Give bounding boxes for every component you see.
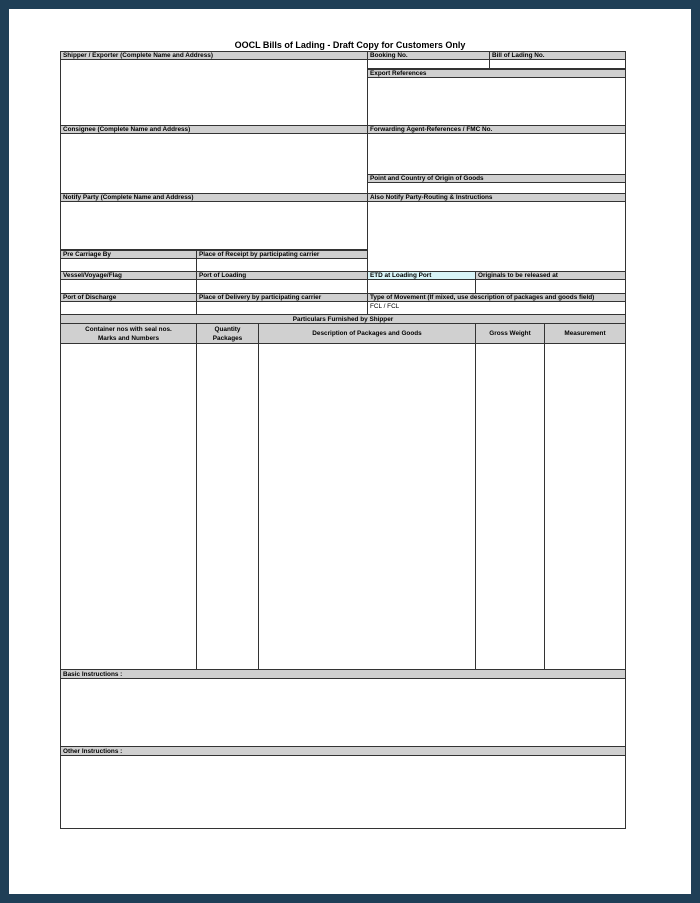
form-title: OOCL Bills of Lading - Draft Copy for Customers Only xyxy=(234,40,466,50)
quantity-packages-column[interactable] xyxy=(196,343,259,670)
place-of-delivery-header: Place of Delivery by participating carrier xyxy=(196,293,368,302)
port-of-loading-field[interactable] xyxy=(196,279,368,294)
pre-carriage-field[interactable] xyxy=(60,258,197,272)
also-notify-field[interactable] xyxy=(367,201,626,272)
forwarding-agent-header: Forwarding Agent-References / FMC No. xyxy=(367,125,626,134)
etd-header: ETD at Loading Port xyxy=(367,271,476,280)
booking-field[interactable] xyxy=(367,59,490,69)
quantity-packages-header: Quantity Packages xyxy=(196,323,259,344)
other-instructions-field[interactable] xyxy=(60,755,626,829)
shipper-header: Shipper / Exporter (Complete Name and Address) xyxy=(60,51,368,60)
container-marks-column[interactable] xyxy=(60,343,197,670)
basic-instructions-field[interactable] xyxy=(60,678,626,747)
bol-field[interactable] xyxy=(489,59,626,69)
also-notify-header: Also Notify Party-Routing & Instructions xyxy=(367,193,626,202)
forwarding-agent-field[interactable] xyxy=(367,133,626,175)
place-of-receipt-header: Place of Receipt by participating carrier xyxy=(196,250,368,259)
export-references-header: Export References xyxy=(367,69,626,78)
movement-type-header: Type of Movement (If mixed, use description of packages and goods field) xyxy=(367,293,626,302)
pre-carriage-header: Pre Carriage By xyxy=(60,250,197,259)
particulars-header: Particulars Furnished by Shipper xyxy=(60,314,626,324)
basic-instructions-header: Basic Instructions : xyxy=(60,669,626,679)
vessel-header: Vessel/Voyage/Flag xyxy=(60,271,197,280)
container-marks-header: Container nos with seal nos. Marks and Numbers xyxy=(60,323,197,344)
place-of-receipt-field[interactable] xyxy=(196,258,368,272)
description-header: Description of Packages and Goods xyxy=(258,323,476,344)
gross-weight-header: Gross Weight xyxy=(475,323,545,344)
originals-header: Originals to be released at xyxy=(475,271,626,280)
port-of-loading-header: Port of Loading xyxy=(196,271,368,280)
measurement-header: Measurement xyxy=(544,323,626,344)
port-of-discharge-field[interactable] xyxy=(60,301,197,315)
movement-type-field[interactable] xyxy=(367,301,626,315)
etd-field[interactable] xyxy=(367,279,476,294)
shipper-field[interactable] xyxy=(60,59,368,126)
movement-type-value: FCL / FCL xyxy=(370,303,400,310)
gross-weight-column[interactable] xyxy=(475,343,545,670)
consignee-field[interactable] xyxy=(60,133,368,194)
bol-header: Bill of Lading No. xyxy=(489,51,626,60)
origin-header: Point and Country of Origin of Goods xyxy=(367,174,626,183)
consignee-header: Consignee (Complete Name and Address) xyxy=(60,125,368,134)
vessel-field[interactable] xyxy=(60,279,197,294)
other-instructions-header: Other Instructions : xyxy=(60,746,626,756)
notify-party-header: Notify Party (Complete Name and Address) xyxy=(60,193,368,202)
export-references-field[interactable] xyxy=(367,77,626,126)
originals-field[interactable] xyxy=(475,279,626,294)
place-of-delivery-field[interactable] xyxy=(196,301,368,315)
booking-header: Booking No. xyxy=(367,51,490,60)
port-of-discharge-header: Port of Discharge xyxy=(60,293,197,302)
notify-party-field[interactable] xyxy=(60,201,368,250)
measurement-column[interactable] xyxy=(544,343,626,670)
description-column[interactable] xyxy=(258,343,476,670)
